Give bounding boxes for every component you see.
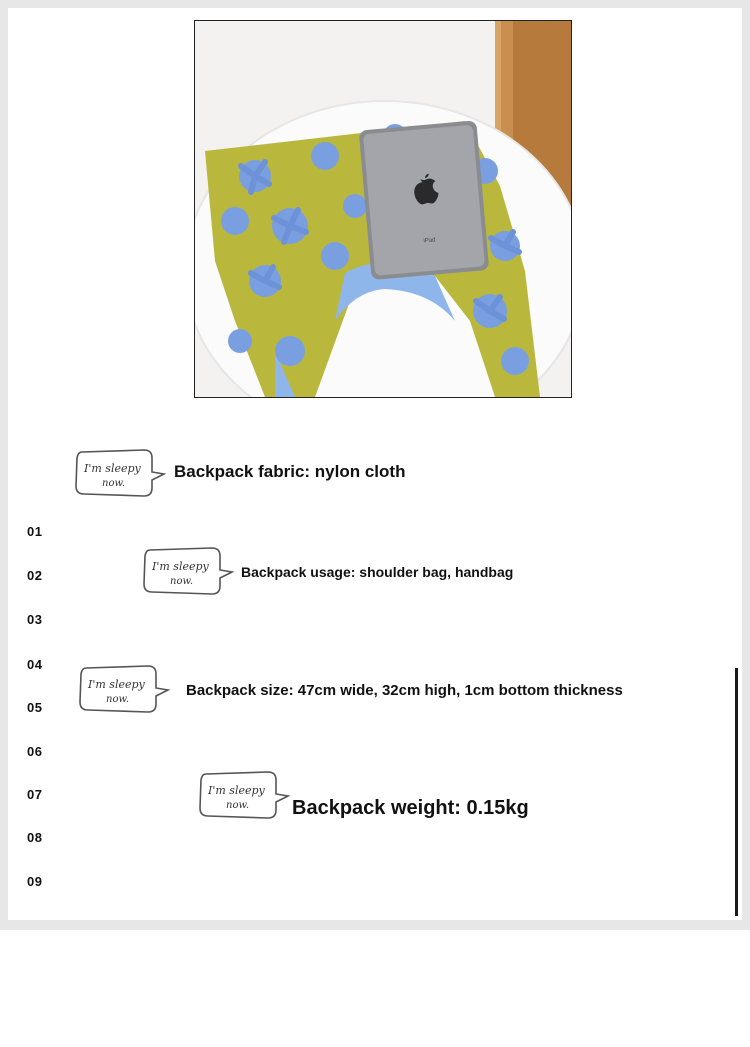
line-number: 05 <box>27 700 43 715</box>
svg-text:I'm sleepy: I'm sleepy <box>208 784 265 797</box>
svg-text:now.: now. <box>102 478 126 489</box>
line-number: 02 <box>27 568 43 583</box>
line-number: 08 <box>27 830 43 845</box>
line-number: 07 <box>27 787 43 802</box>
spec-usage: Backpack usage: shoulder bag, handbag <box>241 564 514 580</box>
spec-size: Backpack size: 47cm wide, 32cm high, 1cm bottom thickness <box>186 682 623 699</box>
spec-fabric: Backpack fabric: nylon cloth <box>174 462 406 481</box>
svg-text:now.: now. <box>106 694 130 705</box>
product-photo <box>194 20 572 398</box>
line-number: 01 <box>27 524 43 539</box>
sleepy-speech-bubble-icon <box>140 544 236 600</box>
svg-text:now.: now. <box>170 576 194 587</box>
svg-text:I'm sleepy: I'm sleepy <box>84 462 141 475</box>
svg-text:now.: now. <box>226 800 250 811</box>
sleepy-speech-bubble-icon <box>72 446 168 502</box>
line-number: 04 <box>27 657 43 672</box>
sleepy-speech-bubble-icon <box>196 768 292 824</box>
svg-text:iPad: iPad <box>423 237 436 245</box>
svg-text:I'm sleepy: I'm sleepy <box>88 678 145 691</box>
scrollbar[interactable] <box>735 668 738 916</box>
sleepy-speech-bubble-icon <box>76 662 172 718</box>
line-number: 09 <box>27 874 43 889</box>
spec-weight: Backpack weight: 0.15kg <box>292 797 529 819</box>
line-number: 06 <box>27 744 43 759</box>
line-number: 03 <box>27 612 43 627</box>
svg-text:I'm sleepy: I'm sleepy <box>152 560 209 573</box>
